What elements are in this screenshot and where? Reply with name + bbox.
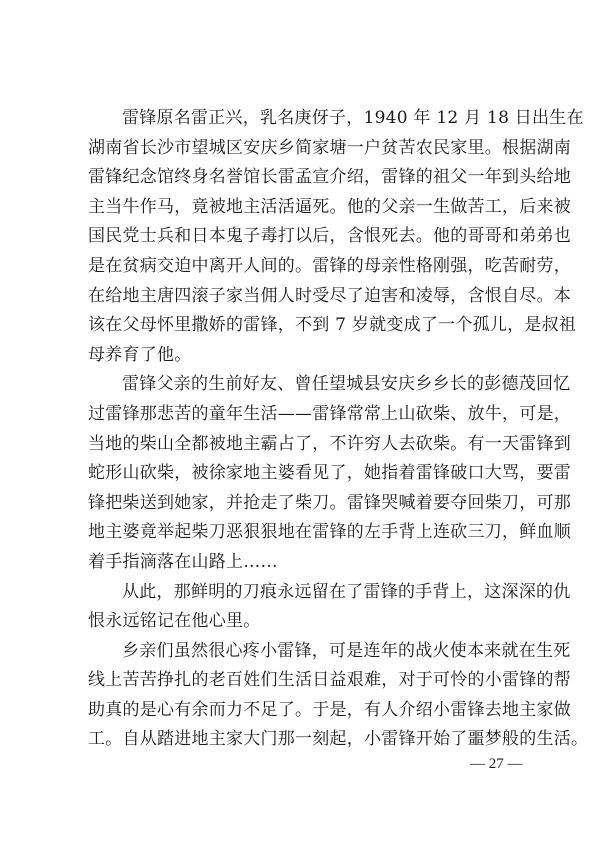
text-line: 乡亲们虽然很心疼小雷锋，可是连年的战火使本来就在生死 (122, 640, 571, 661)
text-line: 从此，那鲜明的刀痕永远留在了雷锋的手背上，这深深的仇 (122, 581, 571, 602)
paragraph-3 (88, 578, 571, 637)
text-line: 蛇形山砍柴，被徐家地主婆看见了，她指着雷锋破口大骂，要雷 (88, 463, 571, 484)
text-line: 线上苦苦挣扎的老百姓们生活日益艰难，对于可怜的小雷锋的帮 (88, 670, 571, 691)
text-line: 雷锋父亲的生前好友、曾任望城县安庆乡乡长的彭德茂回忆 (122, 374, 571, 395)
text-line: 助真的是心有余而力不足了。于是，有人介绍小雷锋去地主家做 (88, 699, 571, 720)
text-line: 恨永远铭记在他心里。 (88, 611, 261, 632)
text-line: 是在贫病交迫中离开人间的。雷锋的母亲性格刚强，吃苦耐劳， (88, 255, 571, 276)
text-line: 国民党士兵和日本鬼子毒打以后，含恨死去。他的哥哥和弟弟也 (88, 226, 571, 247)
text-line: 工。自从踏进地主家大门那一刻起，小雷锋开始了噩梦般的生活。 (88, 729, 589, 750)
text-line: 主当牛作马，竟被地主活活逼死。他的父亲一生做苦工，后来被 (88, 196, 571, 217)
text-line: 湖南省长沙市望城区安庆乡简家塘一户贫苦农民家里。根据湖南 (88, 137, 571, 158)
paragraph-2 (88, 370, 571, 577)
paragraph-1 (88, 104, 584, 370)
text-line: 锋把柴送到她家，并抢走了柴刀。雷锋哭喊着要夺回柴刀，可那 (88, 492, 571, 513)
text-line: 过雷锋那悲苦的童年生活——雷锋常常上山砍柴、放牛，可是， (88, 403, 571, 424)
text-line: 母养育了他。 (88, 344, 192, 365)
text-line: 该在父母怀里撒娇的雷锋，不到 7 岁就变成了一个孤儿，是叔祖 (88, 315, 577, 336)
text-line: 着手指滴落在山路上…… (88, 551, 278, 572)
text-line: 雷锋纪念馆终身名誉馆长雷孟宣介绍，雷锋的祖父一年到头给地 (88, 167, 571, 188)
paragraph-4 (88, 637, 589, 755)
text-line: 在给地主唐四滚子家当佣人时受尽了迫害和凌辱，含恨自尽。本 (88, 285, 571, 306)
text-line: 雷锋原名雷正兴，乳名庚伢子，1940 年 12 月 18 日出生在 (122, 108, 584, 128)
page-body (88, 104, 589, 755)
text-line: 当地的柴山全都被地主霸占了，不许穷人去砍柴。有一天雷锋到 (88, 433, 571, 454)
text-line: 地主婆竟举起柴刀恶狠狠地在雷锋的左手背上连砍三刀，鲜血顺 (88, 522, 571, 543)
page-number: — 27 — (470, 756, 523, 772)
